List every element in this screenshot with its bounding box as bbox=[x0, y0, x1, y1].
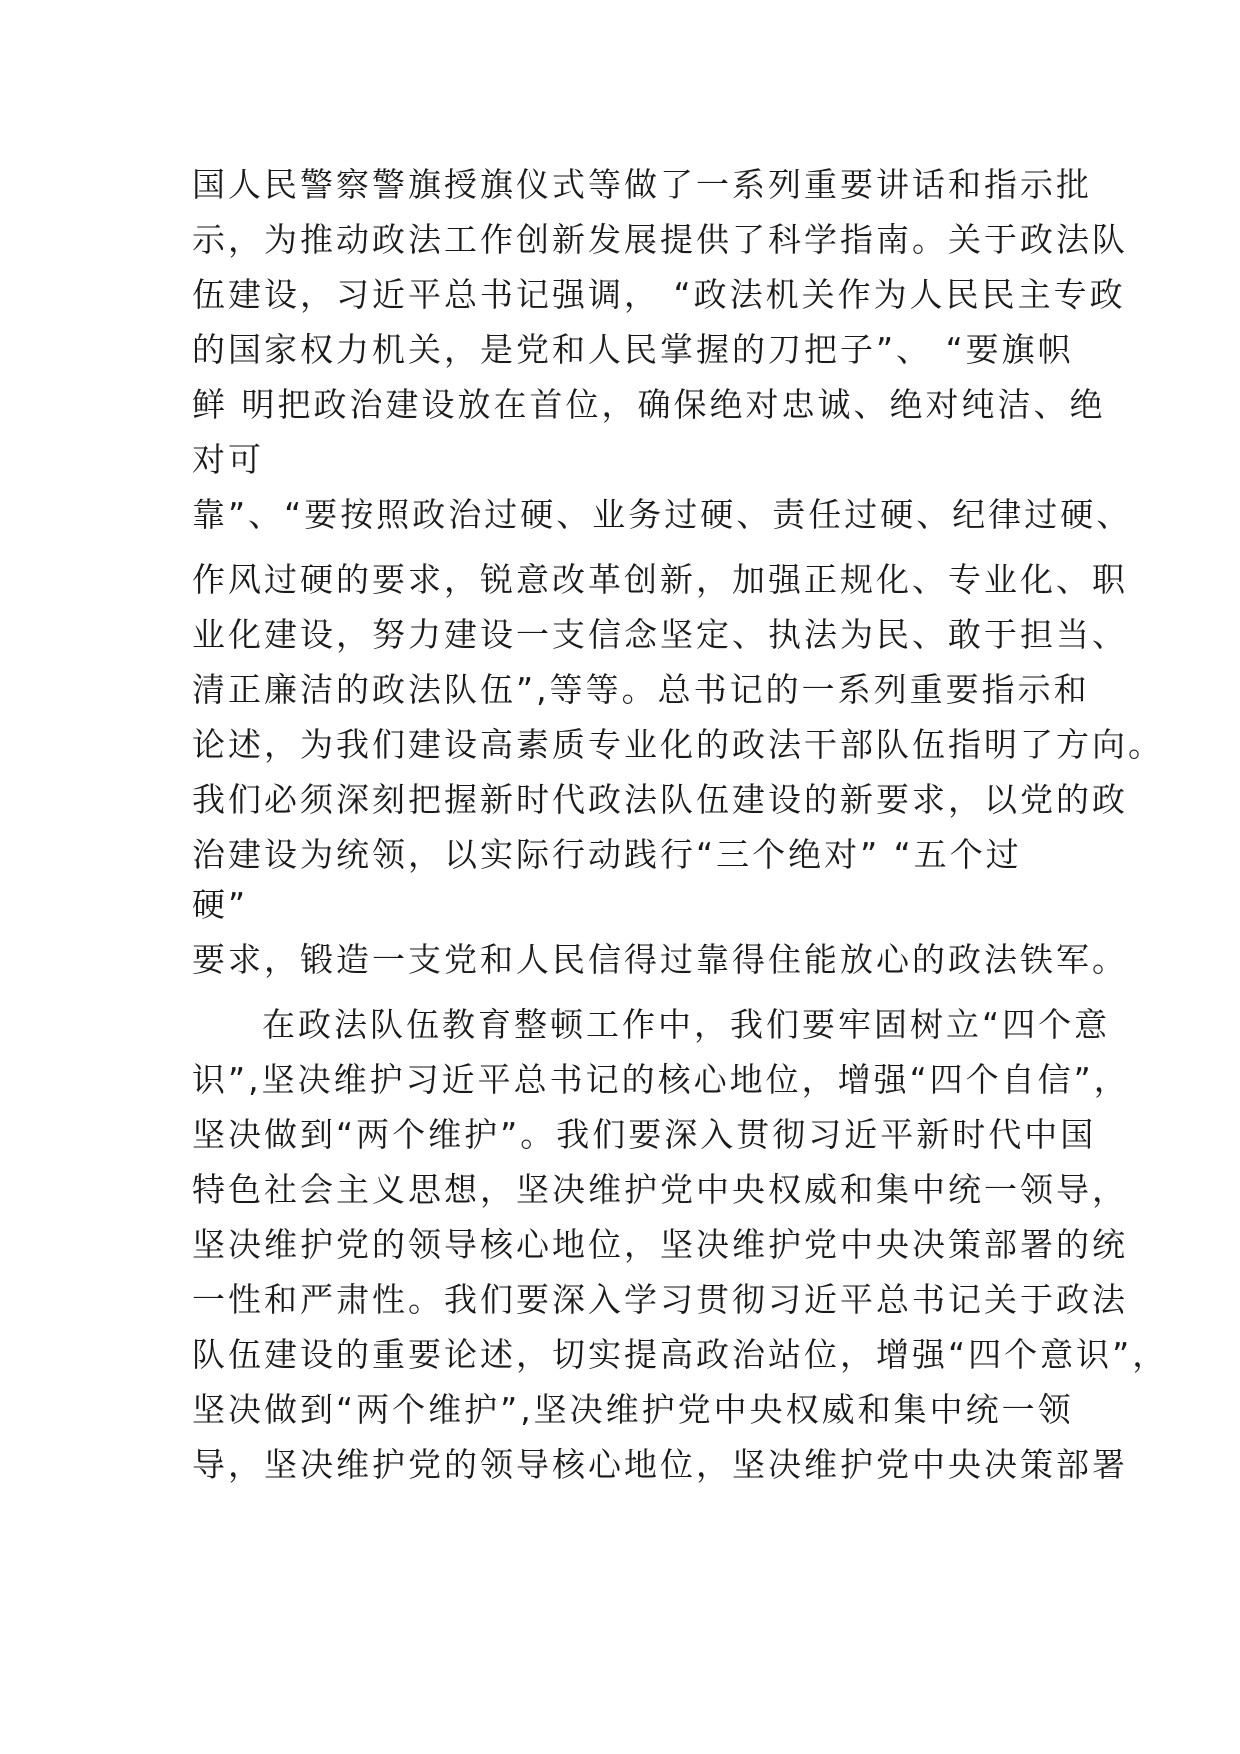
text-line: 识”,坚决维护习近平总书记的核心地位，增强“四个自信”， bbox=[192, 1060, 1130, 1099]
text-line: 硬” bbox=[192, 885, 249, 924]
text-line: 一性和严肃性。我们要深入学习贯彻习近平总书记关于政法 bbox=[192, 1280, 1128, 1319]
text-line: 业化建设，努力建设一支信念坚定、执法为民、敢于担当、 bbox=[192, 615, 1128, 654]
text-line: 论述，为我们建设高素质专业化的政法干部队伍指明了方向。 bbox=[192, 725, 1164, 764]
text-line: 要求，锻造一支党和人民信得过靠得住能放心的政法铁军。 bbox=[192, 940, 1128, 979]
text-line: 特色社会主义思想，坚决维护党中央权威和集中统一领导， bbox=[192, 1170, 1128, 1209]
text-line: 坚决做到“两个维护”。我们要深入贯彻习近平新时代中国 bbox=[192, 1115, 1097, 1154]
text-line: 对可 bbox=[192, 440, 264, 479]
text-line: 我们必须深刻把握新时代政法队伍建设的新要求，以党的政 bbox=[192, 780, 1128, 819]
text-line: 靠”、“要按照政治过硬、业务过硬、责任过硬、纪律过硬、 bbox=[192, 495, 1133, 534]
paragraph-first-line: 在政法队伍教育整顿工作中，我们要牢固树立“四个意 bbox=[262, 1005, 1111, 1044]
text-line: 清正廉洁的政法队伍”,等等。总书记的一系列重要指示和 bbox=[192, 670, 1090, 709]
text-line: 导，坚决维护党的领导核心地位，坚决维护党中央决策部署 bbox=[192, 1445, 1128, 1484]
text-line: 作风过硬的要求，锐意改革创新，加强正规化、专业化、职 bbox=[192, 560, 1128, 599]
text-line: 队伍建设的重要论述，切实提高政治站位，增强“四个意识”， bbox=[192, 1335, 1169, 1374]
text-line: 示，为推动政法工作创新发展提供了科学指南。关于政法队 bbox=[192, 220, 1128, 259]
text-line: 治建设为统领，以实际行动践行“三个绝对” “五个过 bbox=[192, 835, 1022, 874]
text-line: 坚决维护党的领导核心地位，坚决维护党中央决策部署的统 bbox=[192, 1225, 1128, 1264]
text-line: 坚决做到“两个维护”,坚决维护党中央权威和集中统一领 bbox=[192, 1390, 1074, 1429]
text-line: 国人民警察警旗授旗仪式等做了一系列重要讲话和指示批 bbox=[192, 165, 1092, 204]
text-line: 的国家权力机关，是党和人民掌握的刀把子”、 “要旗帜 bbox=[192, 330, 1074, 369]
text-line: 鲜 明把政治建设放在首位，确保绝对忠诚、绝对纯洁、绝 bbox=[192, 385, 1106, 424]
text-line: 伍建设，习近平总书记强调， “政法机关作为人民民主专政 bbox=[192, 275, 1126, 314]
